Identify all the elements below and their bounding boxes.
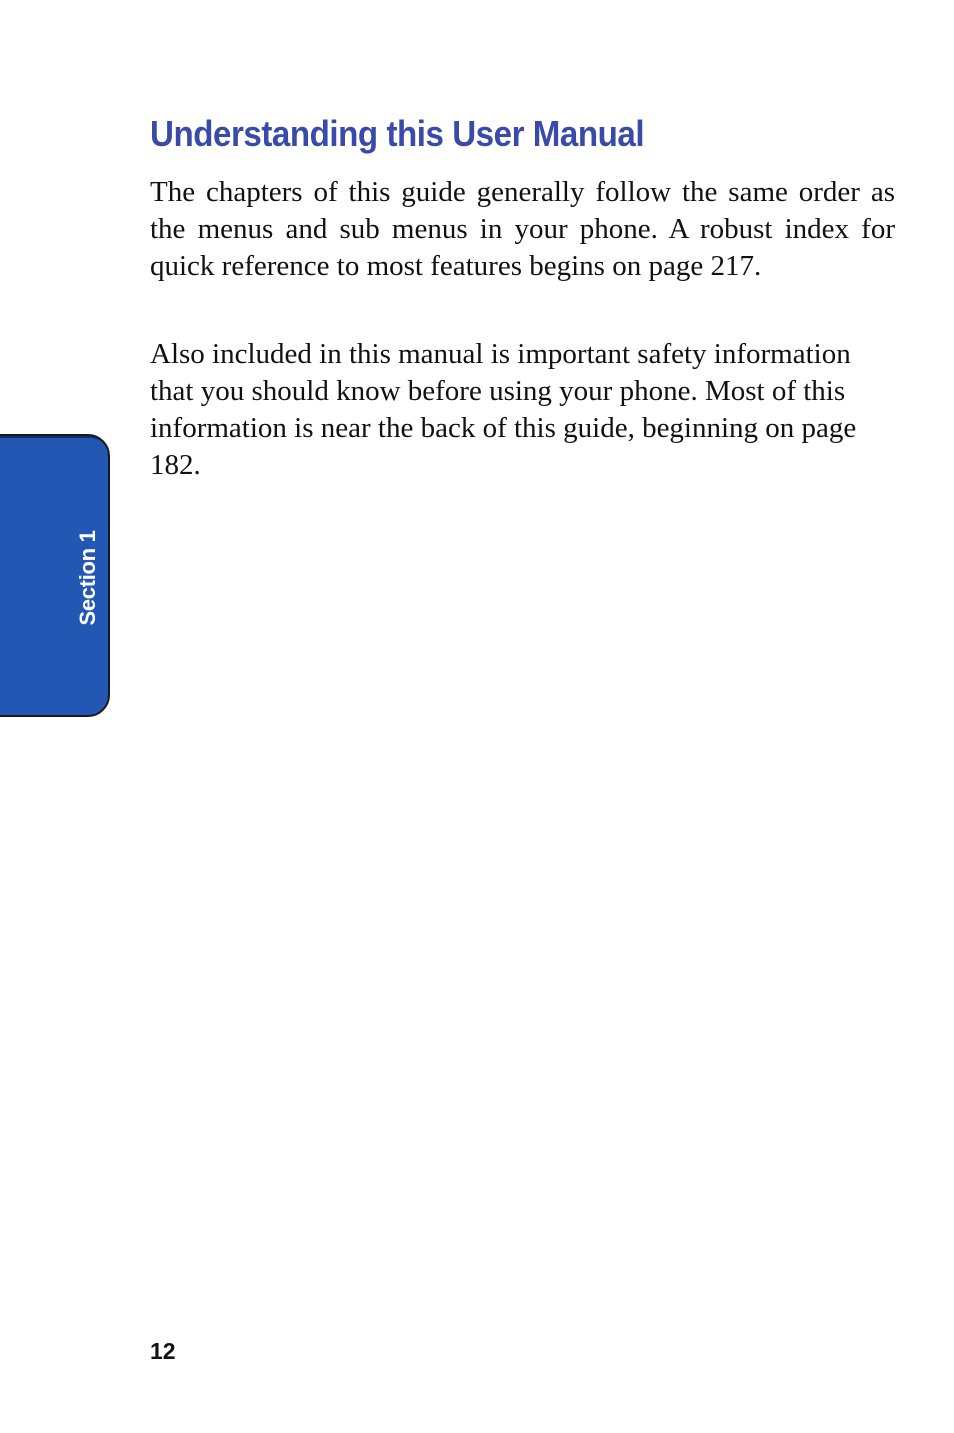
body-paragraph-1: The chapters of this guide generally follow the same order as the menus and sub menus in your phone. A robust index for quick reference to most features begins on page 217. — [150, 176, 895, 282]
section-tab-label: Section 1 — [75, 530, 100, 626]
body-paragraph-2: Also included in this manual is important safety information that you should know before using your phone. Most of this information is near the back of this guide, beginning on page 182. — [150, 338, 857, 481]
page-title: Understanding this User Manual — [150, 113, 645, 154]
page-number: 12 — [150, 1338, 176, 1364]
